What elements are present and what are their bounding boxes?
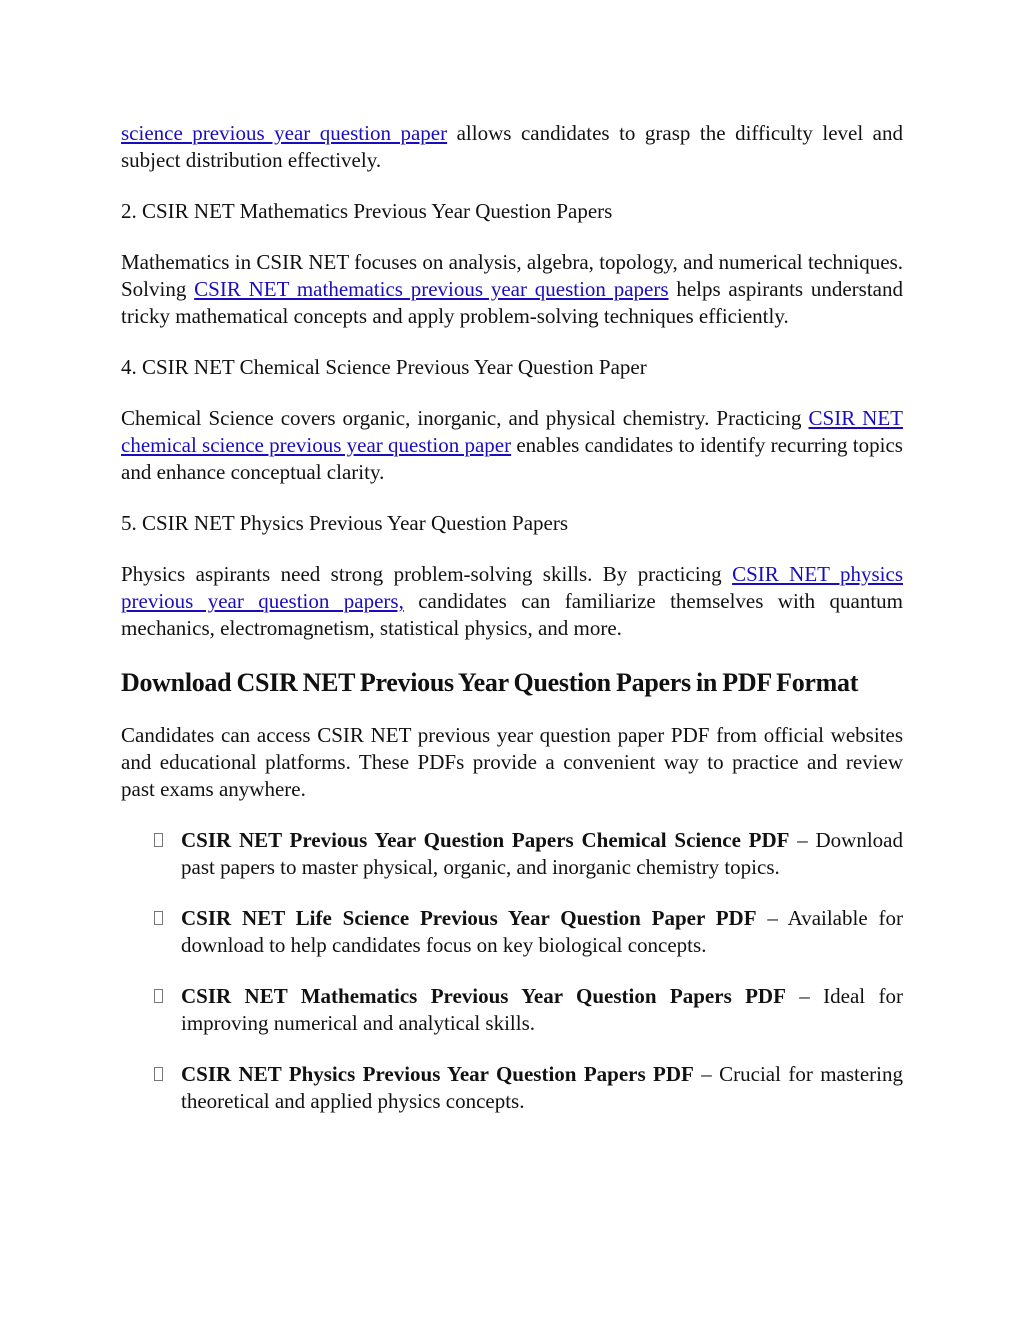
download-paragraph: Candidates can access CSIR NET previous year question paper PDF from official websites and educational platforms. These PDFs provide a convenient way to practice and review past exams anywhere. xyxy=(121,723,903,801)
intro-paragraph-text: allows candidates to grasp the difficulty level and subject distribution effectively. xyxy=(121,121,904,172)
chem-paragraph-text-before: Chemical Science covers organic, inorganic, and physical chemistry. Practicing xyxy=(121,406,809,430)
chem-paragraph xyxy=(121,405,903,486)
phys-paragraph-text-after: candidates can familiarize themselves with quantum mechanics, electromagnetism, statistical physics, and more. xyxy=(121,589,903,640)
math-paper-link[interactable]: CSIR NET mathematics previous year question papers xyxy=(194,277,669,301)
list-item xyxy=(121,905,903,959)
phys-paragraph xyxy=(121,561,903,642)
phys-section-title: 5. CSIR NET Physics Previous Year Question Papers xyxy=(121,511,569,535)
chem-paper-link[interactable]: CSIR NET chemical science previous year question paper xyxy=(121,406,903,457)
list-item-title: CSIR NET Previous Year Question Papers Chemical Science PDF xyxy=(181,828,790,852)
life-science-paper-link[interactable]: science previous year question paper xyxy=(121,121,448,145)
list-item xyxy=(121,1061,903,1115)
phys-paper-link[interactable]: CSIR NET physics previous year question papers, xyxy=(121,562,903,613)
list-item-text: – Download past papers to master physical, organic, and inorganic chemistry topics. xyxy=(181,828,903,879)
chem-section-title: 4. CSIR NET Chemical Science Previous Year Question Paper xyxy=(121,355,647,379)
bullet-box-icon xyxy=(154,833,163,847)
bullet-box-icon xyxy=(154,989,163,1003)
list-item-title: CSIR NET Mathematics Previous Year Question Papers PDF xyxy=(181,984,786,1008)
phys-paragraph-text-before: Physics aspirants need strong problem-solving skills. By practicing xyxy=(121,562,733,586)
list-item-text: – Available for download to help candidates focus on key biological concepts. xyxy=(181,906,903,957)
list-item-text: – Ideal for improving numerical and analytical skills. xyxy=(181,984,903,1035)
list-item xyxy=(121,827,903,881)
download-heading: Download CSIR NET Previous Year Question Papers in PDF Format xyxy=(121,668,859,697)
math-paragraph-text-after: helps aspirants understand tricky mathematical concepts and apply problem-solving techniques efficiently. xyxy=(121,277,903,328)
math-paragraph xyxy=(121,249,903,330)
pdf-list xyxy=(121,827,903,1115)
math-paragraph-text-before: Mathematics in CSIR NET focuses on analysis, algebra, topology, and numerical techniques. Solving xyxy=(121,250,903,301)
list-item-title: CSIR NET Life Science Previous Year Question Paper PDF xyxy=(181,906,757,930)
intro-paragraph xyxy=(121,120,903,174)
list-item-text: – Crucial for mastering theoretical and applied physics concepts. xyxy=(181,1062,904,1113)
math-section-title: 2. CSIR NET Mathematics Previous Year Question Papers xyxy=(121,199,613,223)
bullet-box-icon xyxy=(154,1067,163,1081)
chem-paragraph-text-after: enables candidates to identify recurring topics and enhance conceptual clarity. xyxy=(121,433,903,484)
bullet-box-icon xyxy=(154,911,163,925)
list-item-title: CSIR NET Physics Previous Year Question Papers PDF xyxy=(181,1062,694,1086)
list-item xyxy=(121,983,903,1037)
